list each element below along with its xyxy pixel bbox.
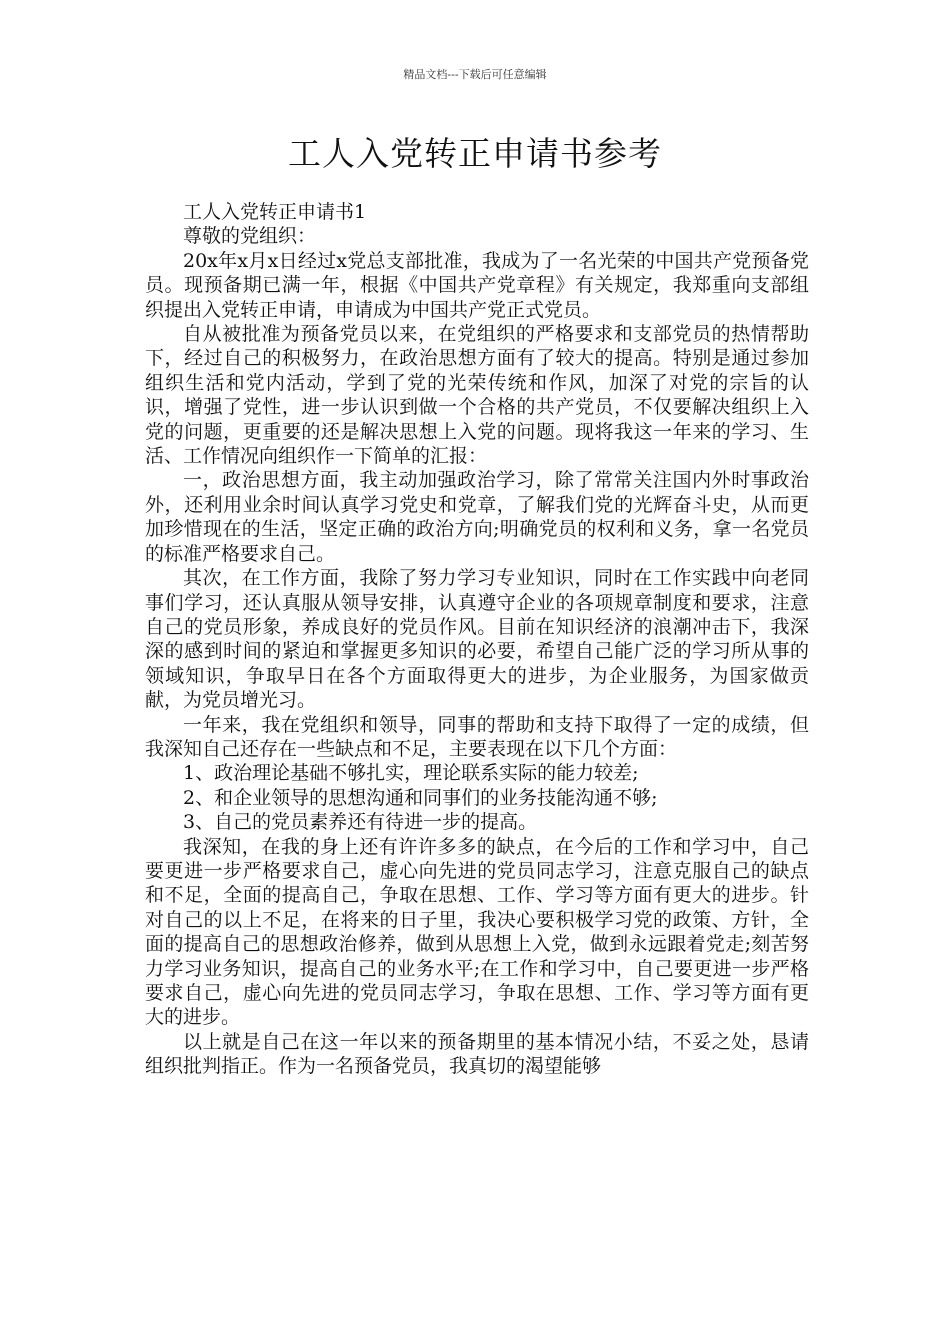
document-body: [145, 200, 809, 1079]
body-paragraph: 以上就是自己在这一年以来的预备期里的基本情况小结，不妥之处，恳请组织批判指正。作为一名预备党员，我真切的渴望能够: [145, 1030, 809, 1078]
body-paragraph: 其次，在工作方面，我除了努力学习专业知识，同时在工作实践中向老同事们学习，还认真服从领导安排，认真遵守企业的各项规章制度和要求，注意自己的党员形象，养成良好的党员作风。目前在知识经济的浪潮冲击下，我深深的感到时间的紧迫和掌握更多知识的必要，希望自己能广泛的学习所从事的领域知识，争取早日在各个方面取得更大的进步，为企业服务，为国家做贡献，为党员增光习。: [145, 567, 809, 712]
body-paragraph: 一，政治思想方面，我主动加强政治学习，除了常常关注国内外时事政治外，还利用业余时间认真学习党史和党章，了解我们党的光辉奋斗史，从而更加珍惜现在的生活，坚定正确的政治方向;明确党员的权利和义务，拿一名党员的标准严格要求自己。: [145, 469, 809, 565]
list-item: 2、和企业领导的思想沟通和同事们的业务技能沟通不够;: [183, 786, 658, 809]
body-paragraph: 20x年x月x日经过x党总支部批准，我成为了一名光荣的中国共产党预备党员。现预备期已满一年，根据《中国共产党章程》有关规定，我郑重向支部组织提出入党转正申请，申请成为中国共产党正式党员。: [145, 249, 809, 321]
body-paragraph: 工人入党转正申请书1: [183, 201, 367, 223]
body-paragraph: 一年来，我在党组织和领导，同事的帮助和支持下取得了一定的成绩，但我深知自己还存在一些缺点和不足，主要表现在以下几个方面：: [145, 713, 809, 760]
body-paragraph: 尊敬的党组织：: [183, 225, 317, 248]
body-paragraph: 我深知，在我的身上还有许许多多的缺点，在今后的工作和学习中，自己要更进一步严格要求自己，虚心向先进的党员同志学习，注意克服自己的缺点和不足，全面的提高自己，争取在思想、工作、学习等方面有更大的进步。针对自己的以上不足，在将来的日子里，我决心要积极学习党的政策、方针，全面的提高自己的思想政治修养，做到从思想上入党，做到永远跟着党走;刻苦努力学习业务知识，提高自己的业务水平;在工作和学习中，自己要更进一步严格要求自己，虚心向先进的党员同志学习，争取在思想、工作、学习等方面有更大的进步。: [145, 835, 809, 1029]
body-paragraph: 自从被批准为预备党员以来，在党组织的严格要求和支部党员的热情帮助下，经过自己的积极努力，在政治思想方面有了较大的提高。特别是通过参加组织生活和党内活动，学到了党的光荣传统和作风，加深了对党的宗旨的认识，增强了党性，进一步认识到做一个合格的共产党员，不仅要解决组织上入党的问题，更重要的还是解决思想上入党的问题。现将我这一年来的学习、生活、工作情况向组织作一下简单的汇报：: [145, 323, 809, 468]
header-note: 精品文档---下载后可任意编辑: [403, 68, 547, 81]
list-item: 1、政治理论基础不够扎实，理论联系实际的能力较差;: [183, 762, 639, 785]
list-item: 3、自己的党员素养还有待进一步的提高。: [183, 811, 538, 834]
page-title: 工人入党转正申请书参考: [288, 134, 662, 173]
